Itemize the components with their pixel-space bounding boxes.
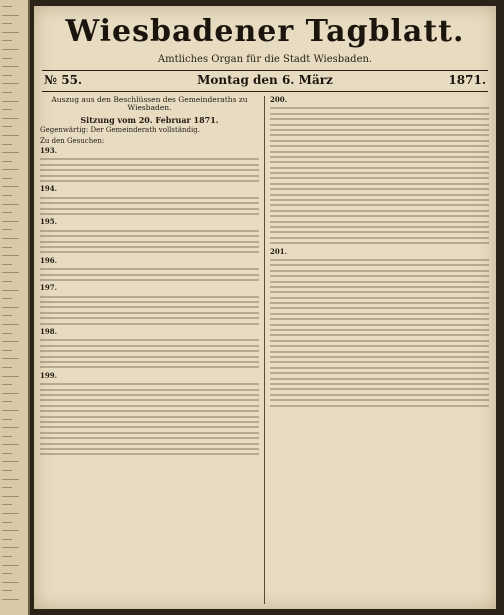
agenda-item-number: 197. xyxy=(40,283,58,293)
agenda-item-number: 201. xyxy=(270,246,288,256)
illegible-text-placeholder xyxy=(40,339,259,368)
masthead-title: Wiesbadener Tagblatt. xyxy=(65,14,465,49)
agenda-item-number: 199. xyxy=(40,370,58,380)
session-date: Sitzung vom 20. Februar 1871. xyxy=(80,114,219,125)
adjacent-page-edge xyxy=(0,0,30,615)
illegible-text-placeholder xyxy=(270,107,489,244)
masthead-subtitle: Amtliches Organ für die Stadt Wiesbaden. xyxy=(157,54,373,65)
right-item-list xyxy=(270,96,489,407)
agenda-item xyxy=(270,248,489,407)
front-page xyxy=(34,6,496,609)
illegible-text-placeholder xyxy=(270,259,489,407)
issue-year: 1871. xyxy=(448,73,486,87)
column-rule xyxy=(264,96,265,604)
intro-line: Zu den Gesuchen: xyxy=(40,136,105,145)
agenda-item-number: 200. xyxy=(270,96,288,104)
section-heading: Auszug aus den Beschlüssen des Gemeinderaths zu Wiesbaden. xyxy=(51,96,248,113)
right-column xyxy=(270,96,489,604)
agenda-item-number: 194. xyxy=(40,184,58,194)
attendance-line: Gegenwärtig: Der Gemeinderath vollständig. xyxy=(40,126,200,135)
agenda-item-number: 195. xyxy=(40,217,58,227)
agenda-item-number: 198. xyxy=(40,327,58,337)
agenda-item xyxy=(40,328,259,368)
illegible-text-placeholder xyxy=(40,296,259,325)
issue-date: Montag den 6. März xyxy=(197,73,333,87)
agenda-item xyxy=(270,96,489,244)
agenda-item-number: 196. xyxy=(40,255,58,265)
agenda-item xyxy=(40,147,259,182)
illegible-text-placeholder xyxy=(40,383,259,455)
agenda-item xyxy=(40,185,259,215)
agenda-item xyxy=(40,372,259,455)
illegible-text-placeholder xyxy=(40,230,259,254)
agenda-item xyxy=(40,257,259,281)
left-column xyxy=(40,96,259,604)
illegible-text-placeholder xyxy=(40,268,259,281)
issue-bar xyxy=(42,70,488,92)
illegible-text-placeholder xyxy=(40,158,259,182)
agenda-item xyxy=(40,284,259,324)
illegible-text-placeholder xyxy=(40,197,259,215)
agenda-item-number: 193. xyxy=(40,146,58,156)
agenda-item xyxy=(40,218,259,253)
left-item-list xyxy=(40,147,259,455)
issue-number: № 55. xyxy=(44,73,83,87)
